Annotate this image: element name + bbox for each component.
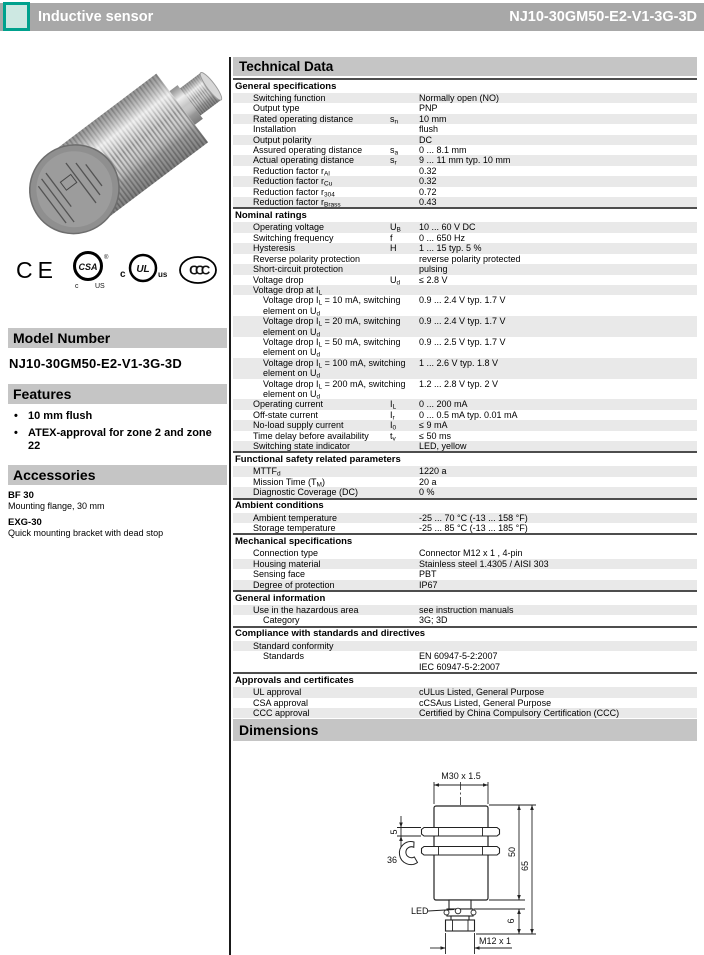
- spec-value: flush: [419, 124, 439, 135]
- spec-section-title: General specifications: [233, 78, 697, 93]
- dim-label-led: LED: [411, 906, 429, 916]
- spec-label: Housing material: [253, 558, 321, 569]
- spec-label: Voltage drop $I_L = 50$ mA, switching element on $U_d$: [263, 336, 401, 359]
- spec-label: CSA approval: [253, 697, 309, 708]
- spec-row: [233, 275, 697, 285]
- dim-label-6: 6: [506, 918, 516, 924]
- spec-row: [233, 708, 697, 718]
- dim-label-5: 5: [389, 829, 399, 835]
- spec-symbol: H: [390, 243, 397, 254]
- spec-value: Connector M12 x 1 , 4-pin: [419, 548, 523, 559]
- spec-row: [233, 243, 697, 253]
- dim-label-50: 50: [507, 846, 517, 858]
- spec-row: [233, 399, 697, 409]
- spec-section-title: Mechanical specifications: [233, 533, 697, 548]
- led-indicator: [455, 908, 461, 914]
- spec-label: Voltage drop $I_L = 20$ mA, switching element on $U_d$: [263, 316, 401, 339]
- spec-label: Operating current: [253, 399, 324, 410]
- spec-row: [233, 698, 697, 708]
- spec-row: [233, 264, 697, 274]
- spec-value: -25 ... 85 °C (-13 ... 185 °F): [419, 523, 528, 534]
- technical-data-heading: Technical Data: [233, 57, 697, 76]
- spec-value: DC: [419, 134, 432, 145]
- spec-value: PNP: [419, 103, 438, 114]
- spec-value: 0.9 ... 2.5 V typ. 1.7 V: [419, 336, 506, 347]
- spec-row: [233, 337, 697, 358]
- spec-row: [233, 285, 697, 295]
- spec-value: 0 ... 8.1 mm: [419, 145, 467, 156]
- spec-value: 10 mm: [419, 113, 447, 124]
- spec-value: 0.43: [419, 197, 437, 208]
- spec-symbol: $I_r$: [390, 409, 395, 422]
- spec-row: [233, 431, 697, 441]
- spec-row: [233, 124, 697, 134]
- spec-value: ≤ 9 mA: [419, 420, 448, 431]
- spec-row: [233, 420, 697, 430]
- spec-label: Storage temperature: [253, 523, 336, 534]
- spec-label: Reduction factor $r_{Al}$: [253, 165, 330, 178]
- features-list: [8, 410, 227, 453]
- accessory-code: EXG-30: [8, 517, 42, 528]
- spec-label: Diagnostic Coverage (DC): [253, 487, 359, 498]
- spec-value: 3G; 3D: [419, 615, 448, 626]
- spec-value: 0 ... 0.5 mA typ. 0.01 mA: [419, 409, 518, 420]
- spec-label: Switching function: [253, 93, 326, 103]
- spec-symbol: $t_v$: [390, 430, 396, 443]
- spec-value: 0 %: [419, 487, 435, 498]
- spec-section-title: Compliance with standards and directives: [233, 626, 697, 641]
- spec-label: Reduction factor $r_{Cu}$: [253, 176, 333, 188]
- accessory-entry: [8, 517, 227, 539]
- spec-label: Standard conformity: [253, 640, 334, 651]
- spec-row: [233, 295, 697, 316]
- connector-hex: [446, 920, 475, 931]
- spec-label: Reverse polarity protection: [253, 253, 361, 264]
- accessory-entry: [8, 490, 227, 512]
- spec-row: [233, 569, 697, 579]
- spec-row: [233, 523, 697, 533]
- spec-label: CCC approval: [253, 707, 310, 718]
- brand-square-icon: [3, 2, 30, 31]
- spec-value: 0.72: [419, 186, 437, 197]
- spec-row: [233, 687, 697, 697]
- dim-label-m30: M30 x 1.5: [441, 771, 481, 781]
- wrench-icon: [399, 842, 417, 865]
- top-header: [0, 3, 704, 31]
- spec-label: Switching state indicator: [253, 441, 351, 451]
- spec-label: Off-state current: [253, 409, 318, 420]
- spec-row: [233, 477, 697, 487]
- spec-row: [233, 580, 697, 590]
- spec-value: pulsing: [419, 264, 448, 275]
- feature-item: • 10 mm flush: [8, 410, 227, 423]
- spec-value: 0 ... 650 Hz: [419, 232, 466, 243]
- spec-label: Switching frequency: [253, 232, 334, 243]
- right-column: [233, 57, 697, 718]
- spec-label: Time delay before availability: [253, 430, 369, 441]
- spec-label: Reduction factor $r_{304}$: [253, 186, 335, 199]
- spec-value: EN 60947-5-2:2007 IEC 60947-5-2:2007: [419, 651, 501, 672]
- spec-row: [233, 441, 697, 451]
- dimension-drawing: [233, 741, 697, 955]
- accessories-heading: Accessories: [8, 465, 227, 485]
- spec-label: Short-circuit protection: [253, 264, 344, 275]
- connector-collar: [449, 900, 471, 909]
- spec-row: [233, 651, 697, 672]
- cul-mark-icon: [120, 249, 168, 291]
- spec-value: ≤ 2.8 V: [419, 274, 448, 285]
- spec-label: Actual operating distance: [253, 155, 355, 166]
- spec-label: Rated operating distance: [253, 113, 354, 124]
- spec-label: Voltage drop at $I_L$: [253, 284, 323, 297]
- features-heading: Features: [8, 384, 227, 404]
- spec-value: -25 ... 70 °C (-13 ... 158 °F): [419, 512, 528, 523]
- spec-value: [419, 285, 697, 295]
- spec-value: cCSAus Listed, General Purpose: [419, 697, 552, 708]
- spec-table: [233, 78, 697, 718]
- spec-symbol: $U_d$: [390, 274, 401, 286]
- spec-value: reverse polarity protected: [419, 253, 521, 264]
- svg-text:CSA: CSA: [78, 262, 98, 272]
- spec-label: No-load supply current: [253, 420, 344, 431]
- spec-row: [233, 254, 697, 264]
- spec-row: [233, 93, 697, 103]
- spec-row: [233, 176, 697, 186]
- spec-label: Voltage drop $I_L = 100$ mA, switching element on $U_d$: [263, 357, 406, 380]
- spec-row: [233, 114, 697, 124]
- ccc-mark-icon: [177, 253, 219, 287]
- spec-label: Connection type: [253, 548, 319, 559]
- spec-section-title: Nominal ratings: [233, 207, 697, 222]
- model-number-value: NJ10-30GM50-E2-V1-3G-3D: [9, 356, 182, 371]
- svg-text:UL: UL: [136, 264, 150, 275]
- certification-logos: [8, 248, 227, 292]
- left-column: [8, 58, 227, 539]
- header-part-number: NJ10-30GM50-E2-V1-3G-3D: [509, 9, 697, 25]
- spec-value: 0 ... 200 mA: [419, 399, 468, 410]
- spec-label: Mission Time $(T_M)$: [253, 476, 325, 489]
- spec-row: [233, 466, 697, 476]
- spec-value: Stainless steel 1.4305 / AISI 303: [419, 558, 549, 569]
- spec-value: 1 ... 2.6 V typ. 1.8 V: [419, 357, 499, 368]
- spec-row: [233, 559, 697, 569]
- csa-mark-icon: [67, 249, 111, 291]
- spec-value: see instruction manuals: [419, 605, 514, 616]
- spec-row: [233, 548, 697, 558]
- svg-text:c: c: [74, 283, 79, 290]
- spec-row: [233, 615, 697, 625]
- accessory-desc: Mounting flange, 30 mm: [8, 501, 105, 511]
- spec-value: 0.9 ... 2.4 V typ. 1.7 V: [419, 316, 506, 327]
- spec-row: [233, 358, 697, 379]
- svg-text:US: US: [94, 283, 105, 290]
- svg-text:c: c: [119, 269, 126, 280]
- dim-label-m12: M12 x 1: [479, 936, 512, 946]
- ce-mark-icon: CE: [16, 257, 58, 283]
- spec-value: 9 ... 11 mm typ. 10 mm: [419, 155, 511, 166]
- spec-symbol: $s_r$: [390, 155, 397, 167]
- spec-section-title: General information: [233, 590, 697, 605]
- spec-label: Operating voltage: [253, 222, 325, 233]
- spec-label: Assured operating distance: [253, 145, 363, 156]
- spec-row: [233, 233, 697, 243]
- spec-row: [233, 316, 697, 337]
- spec-value: 0.32: [419, 165, 437, 176]
- svg-text:®: ®: [103, 255, 109, 261]
- dimensions-heading: Dimensions: [233, 719, 697, 741]
- spec-value: 10 ... 60 V DC: [419, 222, 476, 233]
- hex-nut: [422, 847, 500, 856]
- spec-value: [419, 641, 697, 651]
- dim-label-65: 65: [520, 860, 530, 872]
- spec-row: [233, 605, 697, 615]
- feature-item: • ATEX-approval for zone 2 and zone 22: [8, 427, 227, 453]
- page-title: Inductive sensor: [38, 9, 154, 25]
- spec-section-title: Functional safety related parameters: [233, 451, 697, 466]
- spec-value: 1 ... 15 typ. 5 %: [419, 243, 482, 254]
- spec-value: 20 a: [419, 476, 437, 487]
- spec-value: 0.9 ... 2.4 V typ. 1.7 V: [419, 295, 506, 306]
- spec-label: Output type: [253, 103, 300, 114]
- spec-row: [233, 641, 697, 651]
- spec-label: Voltage drop $I_L = 10$ mA, switching element on $U_d$: [263, 295, 401, 318]
- spec-label: Degree of protection: [253, 579, 335, 590]
- spec-row: [233, 145, 697, 155]
- spec-row: [233, 135, 697, 145]
- spec-symbol: $s_a$: [390, 145, 399, 157]
- spec-value: cULus Listed, General Purpose: [419, 687, 545, 698]
- svg-text:us: us: [157, 270, 168, 279]
- spec-value: ≤ 50 ms: [419, 430, 451, 441]
- spec-row: [233, 379, 697, 400]
- spec-value: PBT: [419, 569, 437, 580]
- spec-row: [233, 410, 697, 420]
- spec-label: Voltage drop $I_L = 200$ mA, switching element on $U_d$: [263, 378, 406, 401]
- spec-label: UL approval: [253, 687, 302, 698]
- spec-symbol: $U_B$: [390, 222, 401, 234]
- spec-value: Certified by China Compulsory Certification (CCC): [419, 707, 620, 718]
- spec-section-title: Approvals and certificates: [233, 672, 697, 687]
- spec-label: $MTTF_d$: [253, 466, 281, 478]
- spec-row: [233, 487, 697, 497]
- spec-label: Ambient temperature: [253, 512, 338, 523]
- spec-row: [233, 197, 697, 207]
- spec-label: Voltage drop: [253, 274, 304, 285]
- sensor-photo-graphic: [8, 58, 227, 238]
- spec-value: 1220 a: [419, 466, 447, 477]
- spec-symbol: $I_L$: [390, 399, 397, 411]
- spec-value: LED, yellow: [419, 441, 467, 451]
- accessory-code: BF 30: [8, 490, 34, 501]
- spec-value: IP67: [419, 579, 438, 590]
- model-number-heading: Model Number: [8, 328, 227, 348]
- spec-row: [233, 103, 697, 113]
- spec-label: Use in the hazardous area: [253, 605, 359, 616]
- spec-row: [233, 187, 697, 197]
- hex-nut: [422, 828, 500, 837]
- spec-label: Reduction factor $r_{Brass}$: [253, 197, 341, 209]
- spec-label: Sensing face: [253, 569, 306, 580]
- accessory-desc: Quick mounting bracket with dead stop: [8, 528, 164, 538]
- spec-symbol: $s_n$: [390, 113, 399, 126]
- spec-label: Installation: [253, 124, 297, 135]
- spec-row: [233, 222, 697, 232]
- spec-symbol: $I_0$: [390, 420, 397, 432]
- spec-symbol: f: [390, 232, 393, 243]
- spec-value: 0.32: [419, 176, 437, 187]
- spec-value: 1.2 ... 2.8 V typ. 2 V: [419, 378, 499, 389]
- svg-text:CCC: CCC: [189, 262, 207, 278]
- spec-label: Hysteresis: [253, 243, 296, 254]
- spec-row: [233, 513, 697, 523]
- spec-section-title: Ambient conditions: [233, 498, 697, 513]
- spec-label: Output polarity: [253, 134, 312, 145]
- spec-label: Category: [263, 615, 300, 626]
- spec-row: [233, 166, 697, 176]
- spec-row: [233, 155, 697, 165]
- column-divider: [229, 57, 231, 955]
- spec-label: Standards: [263, 651, 305, 662]
- product-photo: [8, 58, 227, 238]
- dim-label-36: 36: [386, 855, 397, 865]
- spec-value: Normally open (NO): [419, 93, 500, 103]
